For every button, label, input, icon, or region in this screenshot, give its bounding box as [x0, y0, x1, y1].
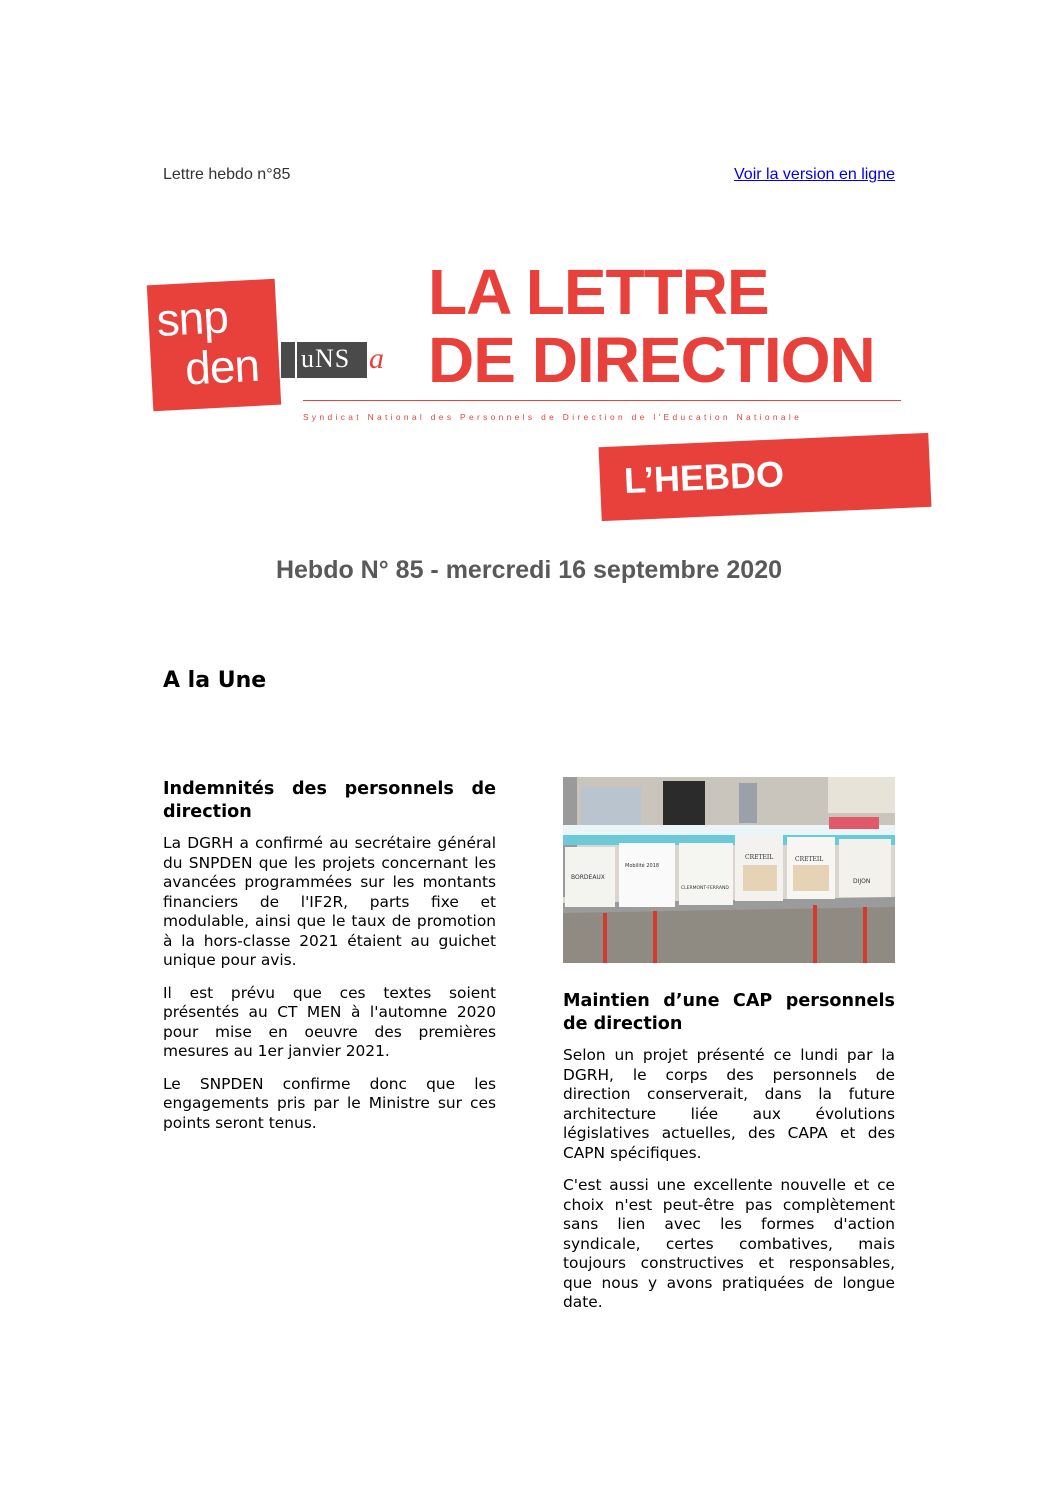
masthead-title-line-2: DE DIRECTION — [428, 324, 875, 396]
article-title: Indemnités des personnels de direction — [163, 779, 496, 822]
masthead-subtitle: Syndicat National des Personnels de Direction de l'Education Nationale — [303, 412, 803, 422]
photo-label: DIJON — [853, 878, 871, 885]
issue-date: Hebdo N° 85 - mercredi 16 septembre 2020 — [275, 556, 783, 584]
article-paragraph: C'est aussi une excellente nouvelle et ce choix n'est peut-être pas complètement sans lien avec les formes d'action syndicale, certes combatives, mais toujours constructives et responsables, que nous y avons pratiquées de longue date. — [563, 1176, 895, 1311]
article-paragraph: Le SNPDEN confirme donc que les engagements pris par le Ministre sur ces points seront tenus. — [163, 1074, 496, 1132]
photo-label: CRETEIL — [745, 854, 774, 861]
photo-label: CRETEIL — [795, 856, 824, 863]
unsa-logo-bar — [281, 342, 295, 378]
unsa-logo-text: uNS — [301, 344, 351, 373]
article-title: Maintien d’une CAP personnels de direction — [563, 991, 895, 1034]
article-paragraph: Il est prévu que ces textes soient présentés au CT MEN à l'automne 2020 pour mise en oeuvre des premières mesures au 1er janvier 2021. — [163, 983, 496, 1060]
logo-line-2: den — [183, 338, 261, 395]
logo-line-1: snp — [155, 290, 230, 346]
issue-label: Lettre hebdo n°85 — [163, 166, 291, 183]
photo-label: BORDEAUX — [571, 874, 605, 881]
photo-label: CLERMONT-FERRAND — [681, 886, 729, 891]
photo-illustration — [563, 777, 895, 963]
masthead-title — [428, 258, 875, 394]
article-cap — [563, 990, 895, 1326]
photo-label: Mobilité 2018 — [625, 863, 660, 869]
article-paragraph: Selon un projet présenté ce lundi par la DGRH, le corps des personnels de direction conserverait, dans la future architecture liée aux évolutions législatives actuelles, des CAPA et des CAPN spécifiques. — [563, 1046, 895, 1162]
article-paragraph: La DGRH a confirmé au secrétaire général du SNPDEN que les projets concernant les avancées programmées sur les montants financiers de l'IF2R, parts fixe et modulable, ainsi que le taux de promotion à la hors-classe 2021 étaient au guichet unique pour avis. — [163, 834, 496, 969]
unsa-logo — [281, 338, 399, 382]
section-title: A la Une — [163, 668, 267, 693]
masthead-title-line-1: LA LETTRE — [428, 256, 769, 328]
top-line — [163, 166, 895, 190]
article-indemnites — [163, 778, 496, 1146]
snpden-logo — [147, 279, 281, 412]
unsa-logo-a: a — [369, 342, 384, 375]
masthead-rule — [303, 400, 901, 401]
archive-boxes-photo — [563, 777, 895, 963]
hebdo-band — [599, 433, 932, 521]
online-version-link[interactable]: Voir la version en ligne — [734, 166, 895, 183]
hebdo-band-label: L’HEBDO — [623, 453, 785, 502]
